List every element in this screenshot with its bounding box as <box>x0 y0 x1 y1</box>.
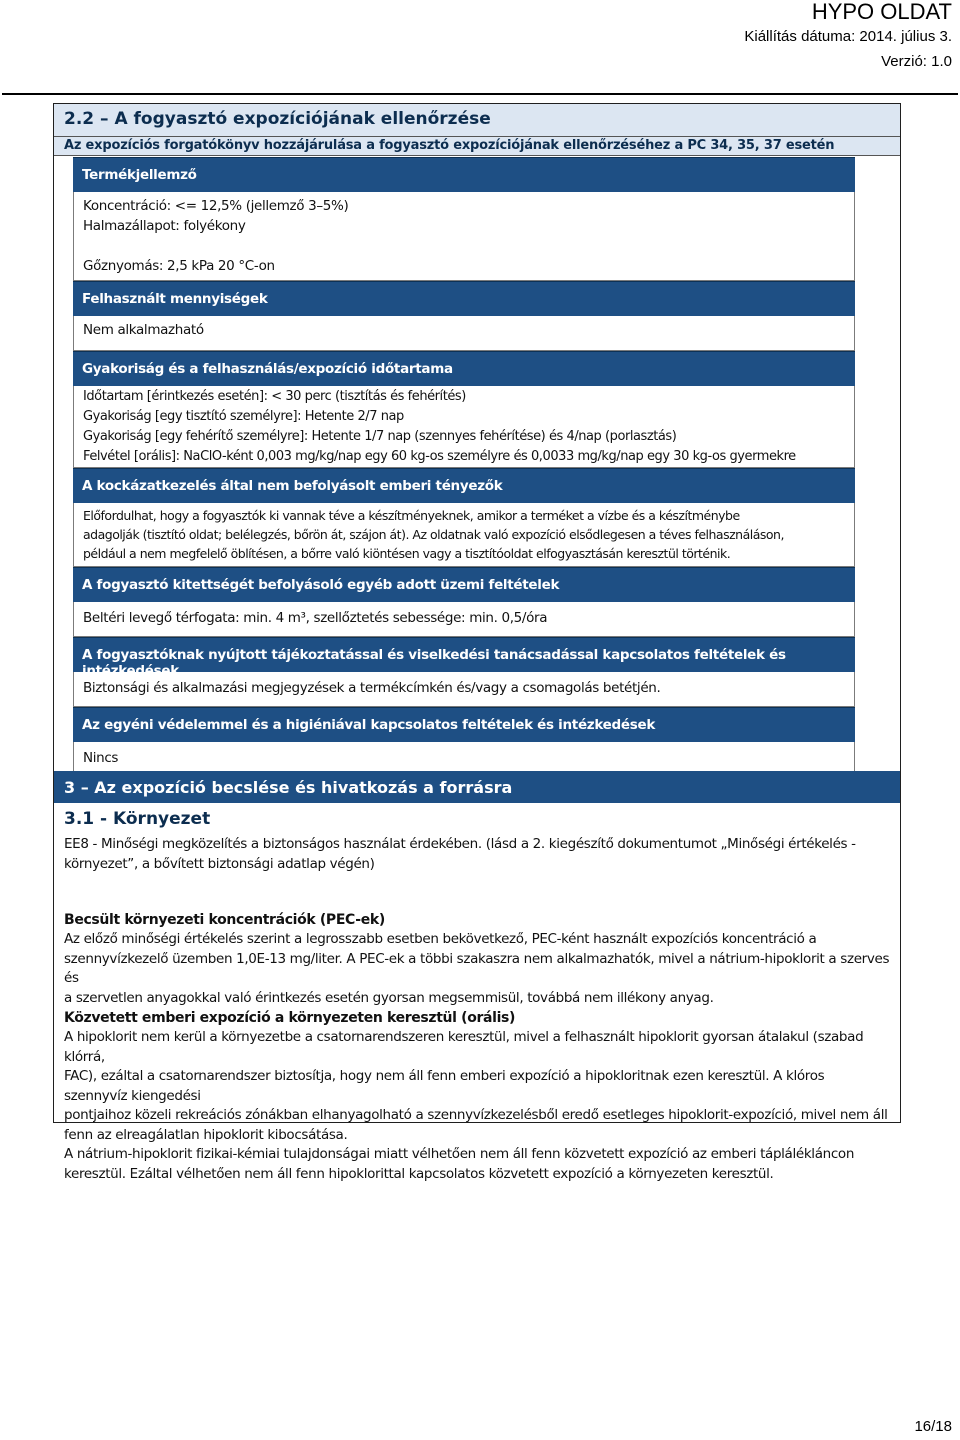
header-divider <box>2 93 958 95</box>
block-heading-product: Termékjellemző <box>73 157 855 192</box>
block-line: Halmazállapot: folyékony <box>83 218 246 234</box>
block-line <box>83 236 845 256</box>
indirect-line: FAC), ezáltal a csatornarendszer biztosítja, hogy nem áll fenn emberi expozíció a hipokloritnak ezen keresztül. A klóros szennyvíz kiengedési <box>64 1068 825 1104</box>
indirect-line: A hipoklorit nem kerül a környezetbe a csatornarendszeren keresztül, mivel a felhasznált hipoklorit gyorsan átalakul (szabad klórrá, <box>64 1029 864 1065</box>
block-line: Beltéri levegő térfogata: min. 4 m³, szellőztetés sebessége: min. 0,5/óra <box>83 610 548 626</box>
block-body-human-factors <box>73 503 855 567</box>
block-line: Nincs <box>83 750 119 766</box>
block-line: Koncentráció: <= 12,5% (jellemző 3–5%) <box>83 198 349 214</box>
block-line: Biztonsági és alkalmazási megjegyzések a termékcímkén és/vagy a csomagolás betétjén. <box>83 680 661 696</box>
block-body-frequency <box>73 386 855 468</box>
block-line: Gyakoriság [egy tisztító személyre]: Hetente 2/7 nap <box>83 409 404 424</box>
block-body-amounts <box>73 316 855 351</box>
indirect-line: A nátrium-hipoklorit fizikai-kémiai tulajdonságai miatt vélhetően nem áll fenn közvetett expozíció az emberi táplálékláncon <box>64 1146 855 1162</box>
indirect-heading: Közvetett emberi expozíció a környezeten keresztül (orális) <box>64 1010 516 1026</box>
block-line: Felvétel [orális]: NaClO-ként 0,003 mg/kg/nap egy 60 kg-os személyre és 0,0033 mg/kg/nap egy 30 kg-os gyermekre <box>83 449 796 464</box>
block-heading-personal-protection: Az egyéni védelemmel és a higiéniával kapcsolatos feltételek és intézkedések <box>73 707 855 742</box>
condition-blocks <box>73 157 855 777</box>
page-header <box>744 0 952 74</box>
block-heading-frequency: Gyakoriság és a felhasználás/expozíció időtartama <box>73 351 855 386</box>
pec-heading: Becsült környezeti koncentrációk (PEC-ek) <box>64 912 385 928</box>
block-line: Időtartam [érintkezés esetén]: < 30 perc (tisztítás és fehérítés) <box>83 389 466 404</box>
intro-line: környezet”, a bővített biztonsági adatlap végén) <box>64 855 375 872</box>
issue-date: Kiállítás dátuma: 2014. július 3. <box>744 28 952 45</box>
pec-line: a szervetlen anyagokkal való érintkezés esetén gyorsan megsemmisül, továbbá nem illékony anyag. <box>64 989 714 1006</box>
block-heading-information: A fogyasztóknak nyújtott tájékoztatással és viselkedési tanácsadással kapcsolatos feltételek és intézkedések <box>73 637 855 672</box>
block-line: Előfordulhat, hogy a fogyasztók ki vannak téve a készítményeknek, amikor a terméket a vízbe és a készítménybe <box>83 508 740 523</box>
block-line: például a nem megfelelő öblítésen, a bőrre való kiöntésen vagy a tisztítóoldat elfogyasztásán keresztül történik. <box>83 546 731 561</box>
page-number: 16/18 <box>914 1418 952 1435</box>
environment-section <box>64 809 890 1184</box>
block-line: Nem alkalmazható <box>83 322 204 338</box>
product-title: HYPO OLDAT <box>811 0 952 24</box>
section-title: 2.2 – A fogyasztó expozíciójának ellenőrzése <box>54 104 900 136</box>
indirect-line: pontjaihoz közeli rekreációs zónákban elhanyagolható a szennyvízkezelésből eredő esetleges hipoklorit-expozíció, mivel nem áll <box>64 1107 888 1123</box>
block-body-information <box>73 672 855 707</box>
version: Verzió: 1.0 <box>881 53 952 70</box>
pec-line: Az előző minőségi értékelés szerint a legrosszabb esetben bekövetkező, PEC-ként használt expozíciós koncentráció a <box>64 931 817 947</box>
intro-line: EE8 - Minőségi megközelítés a biztonságos használat érdekében. (lásd a 2. kiegészítő dokumentumot „Minőségi értékelés - <box>64 836 856 852</box>
block-body-product <box>73 192 855 281</box>
block-heading-amounts: Felhasznált mennyiségek <box>73 281 855 316</box>
exposure-scenario-frame <box>53 103 901 1182</box>
block-line: Gyakoriság [egy fehérítő személyre]: Hetente 1/7 nap (szennyes fehérítése) és 4/nap (porlasztás) <box>83 429 677 444</box>
indirect-line: fenn az elreagálatlan hipoklorit kibocsátása. <box>64 1126 348 1143</box>
section-subtitle: Az expozíciós forgatókönyv hozzájárulása a fogyasztó expozíciójának ellenőrzéséhez a PC 34, 35, 37 esetén <box>54 136 900 156</box>
pec-line: szennyvízkezelő üzemben 1,0E-13 mg/liter. A PEC-ek a többi szakaszra nem alkalmazhatók, mivel a nátrium-hipoklorit a szerves és <box>64 950 890 986</box>
environment-heading: 3.1 - Környezet <box>64 809 211 829</box>
section3-title: 3 – Az expozíció becslése és hivatkozás a forrásra <box>54 771 900 803</box>
block-line: Gőznyomás: 2,5 kPa 20 °C-on <box>83 258 275 274</box>
block-heading-human-factors: A kockázatkezelés által nem befolyásolt emberi tényezők <box>73 468 855 503</box>
indirect-line: keresztül. Ezáltal vélhetően nem áll fenn hipoklorittal kapcsolatos közvetett expozíció a környezeten keresztül. <box>64 1165 774 1182</box>
block-heading-operational: A fogyasztó kitettségét befolyásoló egyéb adott üzemi feltételek <box>73 567 855 602</box>
block-line: adagolják (tisztító oldat; belélegzés, bőrön át, szájon át). Az oldatnak való expozíció elsődlegesen a téves felhasználáson, <box>83 527 784 542</box>
block-body-operational <box>73 602 855 637</box>
